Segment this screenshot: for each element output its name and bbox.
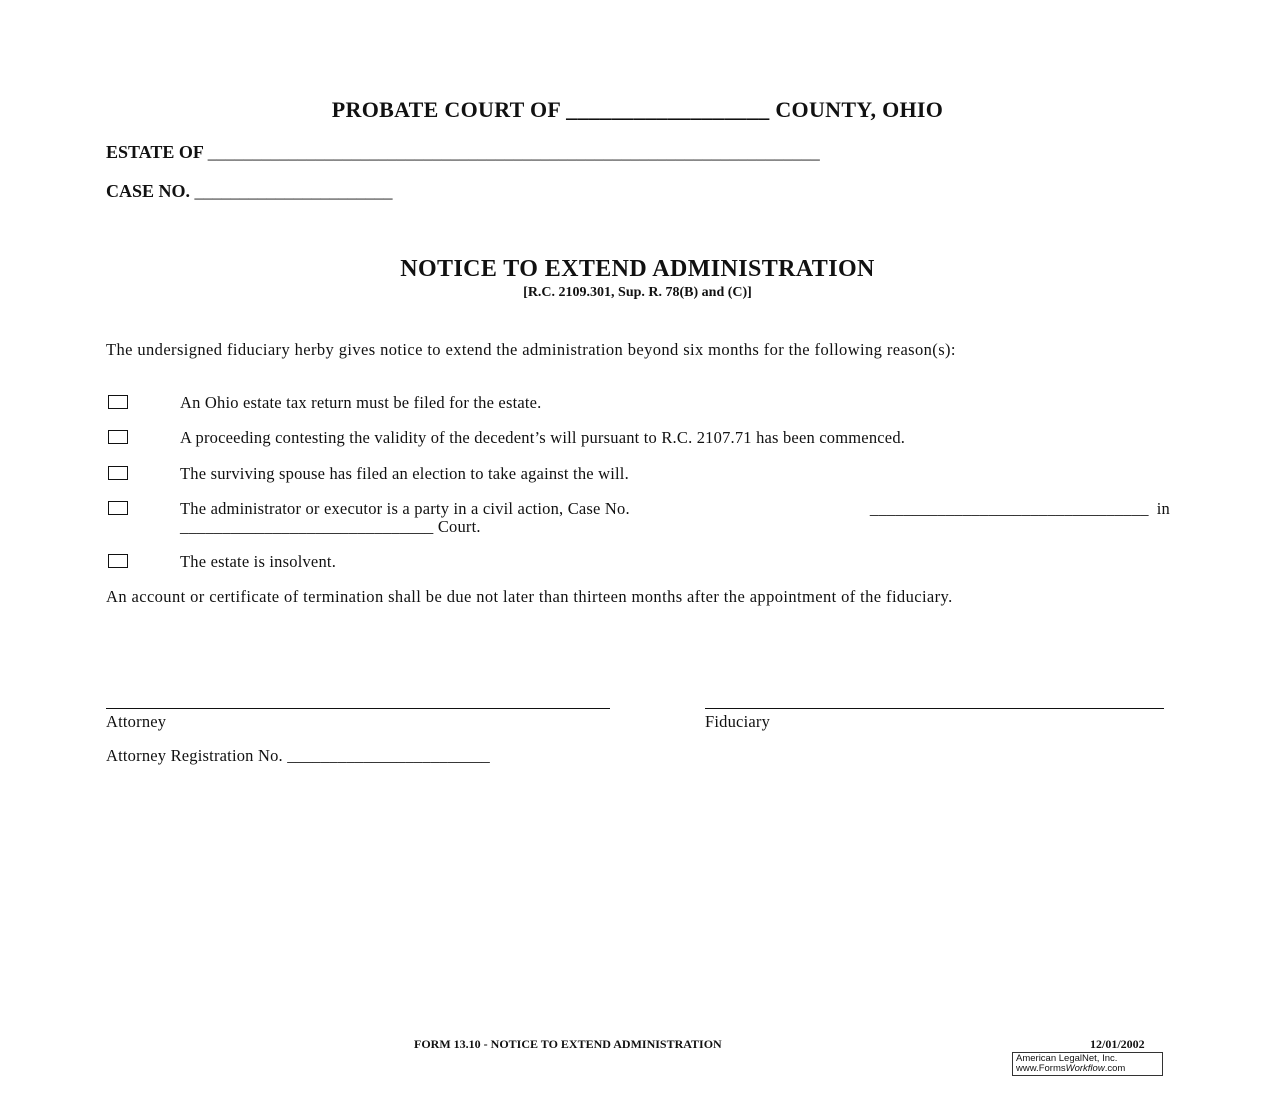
brand-line-2a: www.Forms: [1016, 1063, 1066, 1074]
estate-name-field[interactable]: ____________________________________________________________________: [207, 142, 820, 162]
footer-form-name: FORM 13.10 - NOTICE TO EXTEND ADMINISTRATION: [414, 1037, 722, 1051]
court-heading: [0, 97, 1275, 123]
case-line: [106, 181, 393, 202]
civil-action-text: The administrator or executor is a party in a civil action, Case No.: [180, 499, 630, 518]
registration-label: Attorney Registration No.: [106, 746, 283, 765]
county-field[interactable]: __________________: [566, 97, 770, 122]
fiduciary-label: Fiduciary: [705, 712, 771, 731]
brand-line-2c: .com: [1104, 1063, 1126, 1074]
reason-2-text: A proceeding contesting the validity of the decedent’s will pursuant to R.C. 2107.71 has been commenced.: [180, 428, 906, 447]
registration-number-field[interactable]: ________________________: [287, 746, 490, 765]
footer-date: 12/01/2002: [1090, 1037, 1145, 1051]
form-subtitle: [R.C. 2109.301, Sup. R. 78(B) and (C)]: [523, 285, 752, 300]
fiduciary-signature-line[interactable]: [705, 708, 1164, 709]
reason-5-text: The estate is insolvent.: [180, 552, 337, 571]
reason-5-checkbox[interactable]: [108, 554, 128, 568]
reason-3-text: The surviving spouse has filed an election to take against the will.: [180, 464, 629, 483]
brand-logo-box: [1012, 1052, 1163, 1076]
brand-line-1: American LegalNet, Inc.: [1016, 1053, 1118, 1064]
civil-in-word: in: [1156, 499, 1170, 518]
form-title: NOTICE TO EXTEND ADMINISTRATION: [400, 256, 875, 282]
civil-court-word: Court.: [437, 517, 481, 536]
brand-line-2: [1016, 1064, 1159, 1074]
case-label: CASE NO.: [106, 181, 191, 201]
reason-2-checkbox[interactable]: [108, 430, 128, 444]
civil-court-field[interactable]: ______________________________: [180, 517, 434, 536]
attorney-registration: [106, 746, 490, 766]
court-suffix: COUNTY, OHIO: [775, 97, 944, 122]
reason-3-checkbox[interactable]: [108, 466, 128, 480]
attorney-signature-line[interactable]: [106, 708, 610, 709]
intro-paragraph: The undersigned fiduciary herby gives notice to extend the administration beyond six months for the following reason(s):: [106, 340, 956, 359]
estate-line: [106, 142, 820, 163]
attorney-label: Attorney: [106, 712, 167, 731]
reason-4-line-2: [180, 518, 1170, 536]
reason-4-line-1: [180, 500, 1170, 518]
reason-1-text: An Ohio estate tax return must be filed for the estate.: [180, 393, 542, 412]
closing-paragraph: An account or certificate of termination shall be due not later than thirteen months after the appointment of the fiduciary.: [106, 587, 953, 606]
estate-label: ESTATE OF: [106, 142, 204, 162]
reason-4-checkbox[interactable]: [108, 501, 128, 515]
case-number-field[interactable]: ______________________: [194, 181, 393, 201]
reason-1-checkbox[interactable]: [108, 395, 128, 409]
brand-line-2b: Workflow: [1065, 1063, 1105, 1074]
civil-case-number-field[interactable]: _________________________________: [869, 499, 1149, 518]
court-prefix: PROBATE COURT OF: [331, 97, 561, 122]
